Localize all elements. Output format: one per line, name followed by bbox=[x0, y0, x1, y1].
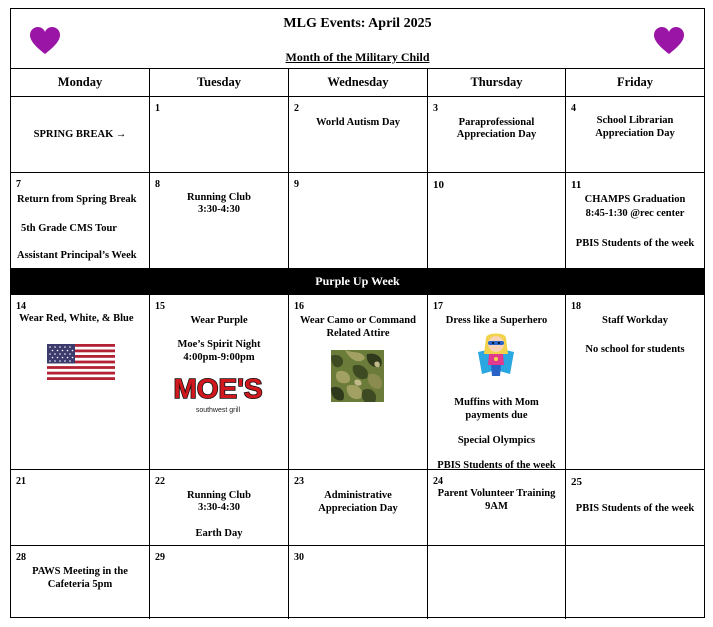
event-text: PBIS Students of the week bbox=[437, 460, 556, 471]
moes-logo-text: MOE'S bbox=[173, 373, 263, 404]
day-number: 18 bbox=[571, 301, 581, 312]
day-number: 23 bbox=[294, 476, 304, 487]
moes-logo-icon bbox=[173, 367, 263, 417]
day-cell bbox=[150, 470, 288, 545]
event-text: PAWS Meeting in the bbox=[32, 566, 128, 577]
day-cell bbox=[150, 173, 288, 268]
day-cell bbox=[150, 295, 288, 469]
day-number: 25 bbox=[571, 476, 582, 488]
purple-up-week-banner: Purple Up Week bbox=[11, 268, 704, 294]
event-text: Wear Camo or Command bbox=[300, 315, 416, 326]
day-cell bbox=[289, 97, 427, 172]
event-text: PBIS Students of the week bbox=[575, 238, 695, 249]
event-text: 3:30-4:30 bbox=[198, 502, 240, 513]
event-text: PBIS Students of the week bbox=[575, 503, 695, 514]
event-text: CHAMPS Graduation bbox=[584, 194, 686, 205]
event-text: Appreciation Day bbox=[595, 128, 675, 139]
day-number: 3 bbox=[433, 103, 438, 114]
day-number: 24 bbox=[433, 476, 443, 487]
event-text: 4:00pm-9:00pm bbox=[183, 352, 255, 363]
event-text: Moe’s Spirit Night bbox=[177, 339, 261, 350]
event-text: Special Olympics bbox=[457, 435, 536, 446]
event-text: Paraprofessional bbox=[458, 117, 535, 128]
day-cell bbox=[566, 173, 704, 268]
day-cell-empty bbox=[428, 546, 565, 618]
event-text: 3:30-4:30 bbox=[198, 204, 240, 215]
american-flag-icon bbox=[47, 344, 115, 380]
april-2025-calendar bbox=[10, 8, 705, 618]
day-cell bbox=[11, 295, 149, 469]
event-text: 5th Grade CMS Tour bbox=[21, 223, 117, 234]
event-text: 8:45-1:30 @rec center bbox=[585, 208, 685, 219]
event-text: Assistant Principal’s Week bbox=[17, 250, 137, 261]
event-text: Return from Spring Break bbox=[17, 194, 137, 205]
day-number: 8 bbox=[155, 179, 160, 190]
event-text: Related Attire bbox=[326, 328, 390, 339]
day-cell bbox=[428, 97, 565, 172]
event-text: 9AM bbox=[485, 501, 508, 512]
day-number: 10 bbox=[433, 179, 444, 191]
day-cell bbox=[289, 295, 427, 469]
weekday-header-tuesday: Tuesday bbox=[196, 75, 241, 89]
day-cell bbox=[566, 97, 704, 172]
day-cell bbox=[11, 470, 149, 545]
superhero-girl-icon bbox=[474, 330, 518, 378]
day-cell bbox=[428, 173, 565, 268]
event-text: Appreciation Day bbox=[318, 503, 398, 514]
event-text: payments due bbox=[465, 410, 528, 421]
day-cell bbox=[428, 470, 565, 545]
day-cell bbox=[289, 470, 427, 545]
calendar-title: MLG Events: April 2025 bbox=[283, 16, 432, 31]
event-text: School Librarian bbox=[596, 115, 674, 126]
event-text: Running Club bbox=[187, 490, 251, 501]
day-number: 28 bbox=[16, 552, 26, 563]
event-text: Wear Purple bbox=[190, 315, 248, 326]
camo-pattern-icon bbox=[331, 350, 384, 402]
calendar-subtitle: Month of the Military Child bbox=[285, 50, 430, 64]
day-number: 22 bbox=[155, 476, 165, 487]
day-cell bbox=[150, 546, 288, 618]
day-number: 14 bbox=[16, 301, 26, 312]
weekday-header-monday: Monday bbox=[57, 75, 103, 89]
event-text: Appreciation Day bbox=[456, 129, 537, 140]
day-number: 1 bbox=[155, 103, 160, 114]
event-text: Administrative bbox=[324, 490, 392, 501]
day-cell bbox=[289, 546, 427, 618]
event-text: Wear Red, White, & Blue bbox=[19, 313, 134, 324]
day-number: 16 bbox=[294, 301, 304, 312]
day-number: 17 bbox=[433, 301, 443, 312]
day-number: 7 bbox=[16, 179, 21, 190]
day-cell-empty bbox=[566, 546, 704, 618]
event-text: Staff Workday bbox=[601, 315, 669, 326]
day-number: 4 bbox=[571, 103, 576, 114]
day-number: 29 bbox=[155, 552, 165, 563]
event-text: World Autism Day bbox=[315, 117, 400, 128]
day-cell bbox=[566, 295, 704, 469]
event-text: Running Club bbox=[187, 192, 251, 203]
event-text: Muffins with Mom bbox=[454, 397, 539, 408]
day-cell bbox=[150, 97, 288, 172]
day-cell bbox=[566, 470, 704, 545]
day-number: 30 bbox=[294, 552, 304, 563]
weekday-header-friday: Friday bbox=[616, 75, 654, 89]
day-cell bbox=[11, 546, 149, 618]
day-number: 21 bbox=[16, 476, 26, 487]
event-text: Earth Day bbox=[195, 528, 243, 539]
day-cell bbox=[428, 295, 565, 469]
event-text: Parent Volunteer Training bbox=[437, 488, 556, 499]
event-text: No school for students bbox=[585, 344, 685, 355]
event-text: Cafeteria 5pm bbox=[47, 579, 113, 590]
day-cell bbox=[11, 173, 149, 268]
weekday-header-wednesday: Wednesday bbox=[327, 75, 389, 89]
day-number: 2 bbox=[294, 103, 299, 114]
day-cell bbox=[11, 97, 149, 172]
event-text: SPRING BREAK → bbox=[33, 129, 127, 140]
day-number: 11 bbox=[571, 179, 582, 191]
event-text: Dress like a Superhero bbox=[445, 315, 548, 326]
day-number: 15 bbox=[155, 301, 165, 312]
day-cell bbox=[289, 173, 427, 268]
moes-logo-tagline: southwest grill bbox=[195, 407, 241, 414]
day-number: 9 bbox=[294, 179, 299, 190]
weekday-header-thursday: Thursday bbox=[470, 75, 523, 89]
